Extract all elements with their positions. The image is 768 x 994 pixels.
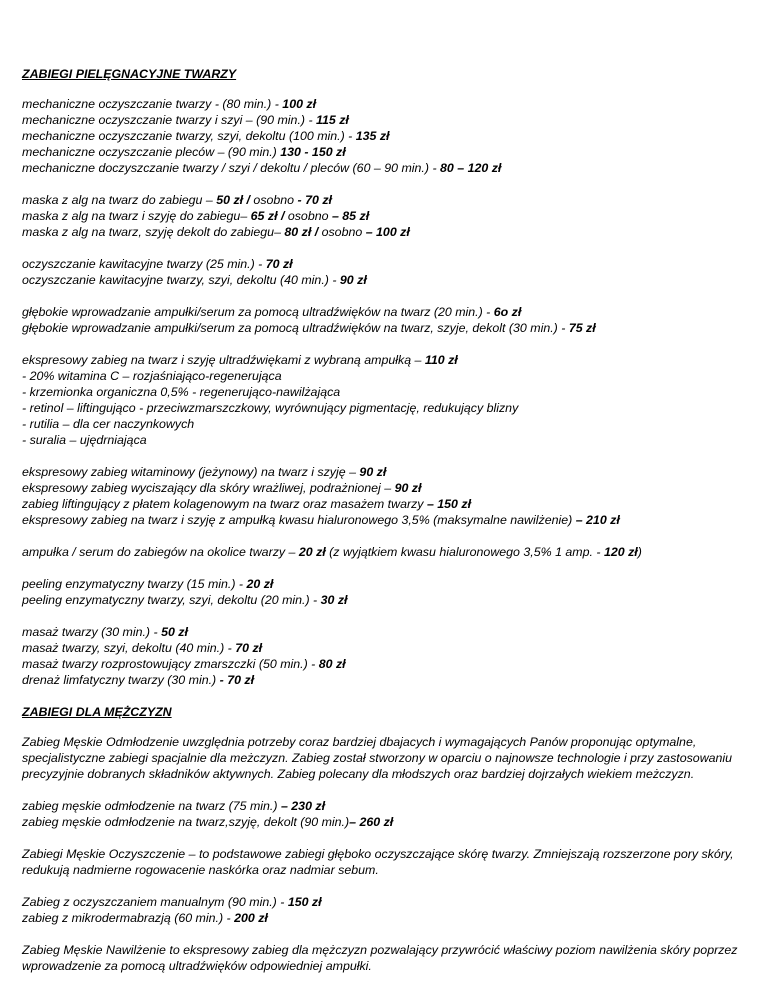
price-text: 110 zł — [424, 353, 458, 367]
price-text: – 100 zł — [365, 225, 410, 239]
price-text: 70 zł — [265, 257, 293, 271]
treatment-text: mechaniczne oczyszczanie pleców – (90 min.) — [22, 145, 281, 159]
price-text: 20 zł — [246, 577, 274, 591]
treatment-line — [22, 128, 752, 144]
treatment-group — [22, 624, 752, 688]
price-text: 70 zł — [235, 641, 263, 655]
price-text: 130 - 150 zł — [280, 145, 346, 159]
treatment-line — [22, 224, 752, 240]
price-text: 80 – 120 zł — [440, 161, 502, 175]
treatment-line — [22, 256, 752, 272]
treatment-line — [22, 320, 752, 336]
treatment-text: zabieg męskie odmłodzenie na twarz (75 min.) — [22, 799, 281, 813]
price-text: – 150 zł — [426, 497, 472, 511]
treatment-line — [22, 814, 752, 830]
price-text: 6o zł — [493, 305, 522, 319]
treatment-group — [22, 192, 752, 240]
treatment-text: Zabieg z oczyszczaniem manualnym (90 min.) - — [22, 895, 288, 909]
treatment-line — [22, 910, 752, 926]
price-text: 200 zł — [234, 911, 268, 925]
treatment-group — [22, 798, 752, 830]
treatment-text: ampułka / serum do zabiegów na okolice twarzy – — [22, 545, 299, 559]
treatment-line — [22, 512, 752, 528]
treatment-text: masaż twarzy rozprostowujący zmarszczki (50 min.) - — [22, 657, 319, 671]
price-text: 50 zł / — [216, 193, 250, 207]
treatment-line — [22, 160, 752, 176]
treatment-text: (z wyjątkiem kwasu hialuronowego 3,5% 1 amp. - — [325, 545, 604, 559]
treatment-text: ekspresowy zabieg na twarz i szyję ultradźwiękami z wybraną ampułką – — [22, 353, 425, 367]
treatment-line — [22, 304, 752, 320]
facial-treatments-list — [22, 96, 752, 688]
treatment-group — [22, 544, 752, 560]
treatment-text: maska z alg na twarz do zabiegu – — [22, 193, 217, 207]
treatment-text: drenaż limfatyczny twarzy (30 min.) — [22, 673, 220, 687]
treatment-line — [22, 112, 752, 128]
treatment-line — [22, 208, 752, 224]
treatment-text: maska z alg na twarz i szyję do zabiegu– — [22, 209, 251, 223]
treatment-text: osobno — [249, 193, 298, 207]
treatment-line — [22, 496, 752, 512]
treatment-text: oczyszczanie kawitacyjne twarzy, szyi, dekoltu (40 min.) - — [22, 273, 340, 287]
price-text: – 85 zł — [331, 209, 370, 223]
description-text: Zabiegi Męskie Oczyszczenie – to podstawowe zabiegi głęboko oczyszczające skórę twarzy. Zmniejszają rozszerzone pory skóry, redukują nadmierne rogowacenie naskórka oraz nadmiar sebum. — [22, 847, 734, 877]
price-text: - 70 zł — [219, 673, 255, 687]
treatment-text: mechaniczne oczyszczanie twarzy - (80 min.) - — [22, 97, 283, 111]
treatment-line — [22, 656, 752, 672]
description-text: Zabieg Męskie Nawilżenie to ekspresowy zabieg dla mężczyzn pozwalający przywrócić właściwy poziom nawilżenia skóry poprzez wprowadzenie za pomocą ultradźwięków odpowiedniej ampułki. — [22, 943, 738, 973]
treatment-line — [22, 384, 752, 400]
treatment-text: maska z alg na twarz, szyję dekolt do zabiegu– — [22, 225, 285, 239]
treatment-line — [22, 352, 752, 368]
price-text: 115 zł — [316, 113, 349, 127]
treatment-line — [22, 576, 752, 592]
treatment-text: peeling enzymatyczny twarzy, szyi, dekoltu (20 min.) - — [22, 593, 321, 607]
treatment-text: - suralia – ujędrniająca — [22, 433, 147, 447]
price-text: 90 zł — [359, 465, 387, 479]
treatment-line — [22, 96, 752, 112]
treatment-text: zabieg męskie odmłodzenie na twarz,szyję, dekolt (90 min.) — [22, 815, 350, 829]
treatment-line — [22, 272, 752, 288]
treatment-line — [22, 624, 752, 640]
treatment-text: ekspresowy zabieg na twarz i szyję z ampułką kwasu hialuronowego 3,5% (maksymalne nawilżenie) — [22, 513, 576, 527]
treatment-line — [22, 368, 752, 384]
treatment-text: peeling enzymatyczny twarzy (15 min.) - — [22, 577, 247, 591]
treatment-line — [22, 480, 752, 496]
price-text: 30 zł — [320, 593, 348, 607]
treatment-group — [22, 576, 752, 608]
treatment-text: zabieg z mikrodermabrazją (60 min.) - — [22, 911, 235, 925]
price-text: 80 zł / — [284, 225, 319, 239]
treatment-group — [22, 256, 752, 288]
treatment-text: ekspresowy zabieg wyciszający dla skóry wrażliwej, podrażnionej – — [22, 481, 395, 495]
price-text: 100 zł — [282, 97, 317, 111]
treatment-group — [22, 464, 752, 528]
description-paragraph — [22, 846, 752, 878]
price-text: 150 zł — [287, 895, 322, 909]
price-text: - 70 zł — [297, 193, 332, 207]
treatment-group — [22, 304, 752, 336]
treatment-line — [22, 592, 752, 608]
price-text: – 210 zł — [575, 513, 620, 527]
treatment-line — [22, 144, 752, 160]
description-text: Zabieg Męskie Odmłodzenie uwzględnia potrzeby coraz bardziej dbajacych i wymagających Panów proponując optymalne, specjalistyczne zabiegi spacjalnie dla meżczyzn. Zabieg został stworzony w oparciu o najnowsze technologie i przy zastosowaniu precyzyjnie dobranych składników aktywnych. Zabieg polecany dla młodszych oraz bardziej dojrzałych wiekiem meżczyzn. — [22, 735, 733, 781]
price-text: 135 zł — [355, 129, 390, 143]
price-text: 80 zł — [318, 657, 346, 671]
treatment-text: ) — [637, 545, 642, 559]
treatment-text: - rutilia – dla cer naczynkowych — [22, 417, 195, 431]
treatment-text: mechaniczne oczyszczanie twarzy, szyi, dekoltu (100 min.) - — [22, 129, 356, 143]
treatment-text: - krzemionka organiczna 0,5% - regenerująco-nawilżająca — [22, 385, 341, 399]
treatment-text: ekspresowy zabieg witaminowy (jeżynowy) na twarz i szyję – — [22, 465, 360, 479]
treatment-text: masaż twarzy (30 min.) - — [22, 625, 162, 639]
price-text: 120 zł — [603, 545, 638, 559]
treatment-line — [22, 798, 752, 814]
treatment-text: oczyszczanie kawitacyjne twarzy (25 min.) - — [22, 257, 266, 271]
price-text: – 260 zł — [349, 815, 394, 829]
price-text: 65 zł / — [250, 209, 285, 223]
treatment-group — [22, 352, 752, 448]
treatment-line — [22, 894, 752, 910]
description-paragraph — [22, 942, 752, 974]
price-text: 50 zł — [161, 625, 188, 639]
treatment-text: głębokie wprowadzanie ampułki/serum za pomocą ultradźwięków na twarz, szyje, dekolt (30 min.) - — [22, 321, 569, 335]
treatment-line — [22, 672, 752, 688]
treatment-line — [22, 416, 752, 432]
treatment-line — [22, 544, 752, 560]
price-list-document — [22, 66, 752, 990]
treatment-line — [22, 432, 752, 448]
treatment-text: osobno — [284, 209, 332, 223]
price-text: 20 zł — [298, 545, 326, 559]
treatment-text: - retinol – liftingująco - przeciwzmarszczkowy, wyrównujący pigmentację, redukujący blizny — [22, 401, 519, 415]
treatment-text: - 20% witamina C – rozjaśniająco-regenerująca — [22, 369, 282, 383]
treatment-text: osobno — [318, 225, 366, 239]
section-heading-mens-treatments: ZABIEGI DLA MĘŻCZYZN — [22, 705, 172, 719]
price-text: – 230 zł — [280, 799, 326, 813]
treatment-group — [22, 96, 752, 176]
price-text: 90 zł — [394, 481, 422, 495]
price-text: 75 zł — [568, 321, 596, 335]
section-heading-facial-treatments: ZABIEGI PIELĘGNACYJNE TWARZY — [22, 67, 237, 81]
treatment-text: zabieg liftingujący z płatem kolagenowym na twarz oraz masażem twarzy — [22, 497, 427, 511]
treatment-line — [22, 400, 752, 416]
treatment-line — [22, 640, 752, 656]
treatment-line — [22, 192, 752, 208]
treatment-group — [22, 894, 752, 926]
price-text: 90 zł — [339, 273, 367, 287]
treatment-text: masaż twarzy, szyi, dekoltu (40 min.) - — [22, 641, 236, 655]
treatment-text: głębokie wprowadzanie ampułki/serum za pomocą ultradźwięków na twarz (20 min.) - — [22, 305, 494, 319]
treatment-text: mechaniczne oczyszczanie twarzy i szyi – (90 min.) - — [22, 113, 317, 127]
treatment-text: mechaniczne doczyszczanie twarzy / szyi / dekoltu / pleców (60 – 90 min.) - — [22, 161, 441, 175]
mens-treatments-list — [22, 734, 752, 974]
description-paragraph — [22, 734, 752, 782]
treatment-line — [22, 464, 752, 480]
